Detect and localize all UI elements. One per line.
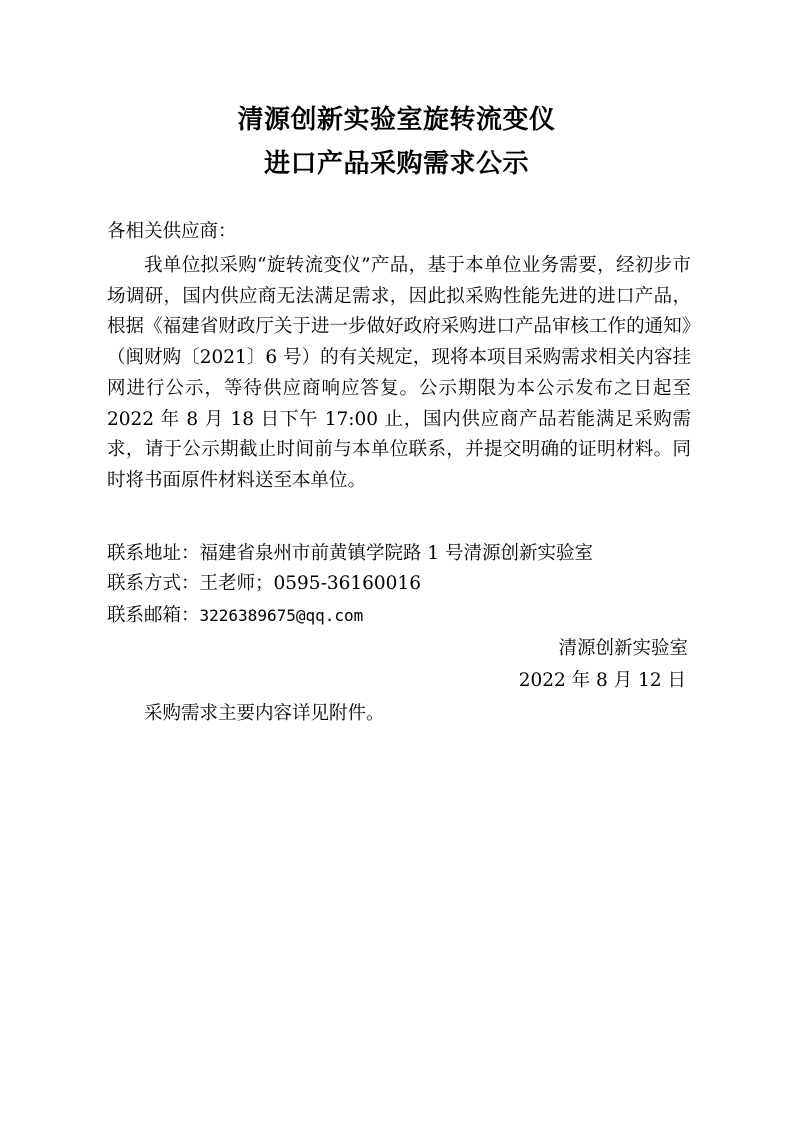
document-title-line-1: 清源创新实验室旋转流变仪: [237, 105, 556, 135]
salutation: 各相关供应商：: [107, 221, 237, 242]
contact-email: 3226389675@qq.com: [199, 606, 364, 625]
signature-date: 2022 年 8 月 12 日: [518, 670, 686, 691]
attachment-note: 采购需求主要内容详见附件。: [144, 703, 385, 724]
signature-organization: 清源创新实验室: [558, 638, 688, 659]
contact-email-line: [107, 601, 363, 631]
contact-email-label: 联系邮箱：: [107, 605, 200, 626]
body-paragraph: 我单位拟采购“旋转流变仪”产品，基于本单位业务需要，经初步市场调研，国内供应商无法满足需求，因此拟采购性能先进的进口产品，根据《福建省财政厅关于进一步做好政府采购进口产品审核工作的通知》（闽财购〔2021〕6 号）的有关规定，现将本项目采购需求相关内容挂网进行公示，等待供应商响应答复。公示期限为本公示发布之日起至 2022 年 8 月 18 日下午 17:00 止，国内供应商产品若能满足采购需求，请于公示期截止时间前与本单位联系，并提交明确的证明材料。同时将书面原件材料送至本单位。: [107, 255, 691, 491]
contact-address: 联系地址：福建省泉州市前黄镇学院路 1 号清源创新实验室: [107, 543, 594, 564]
contact-phone: 联系方式：王老师；0595-36160016: [107, 573, 421, 594]
document-title-line-2: 进口产品采购需求公示: [263, 149, 529, 179]
